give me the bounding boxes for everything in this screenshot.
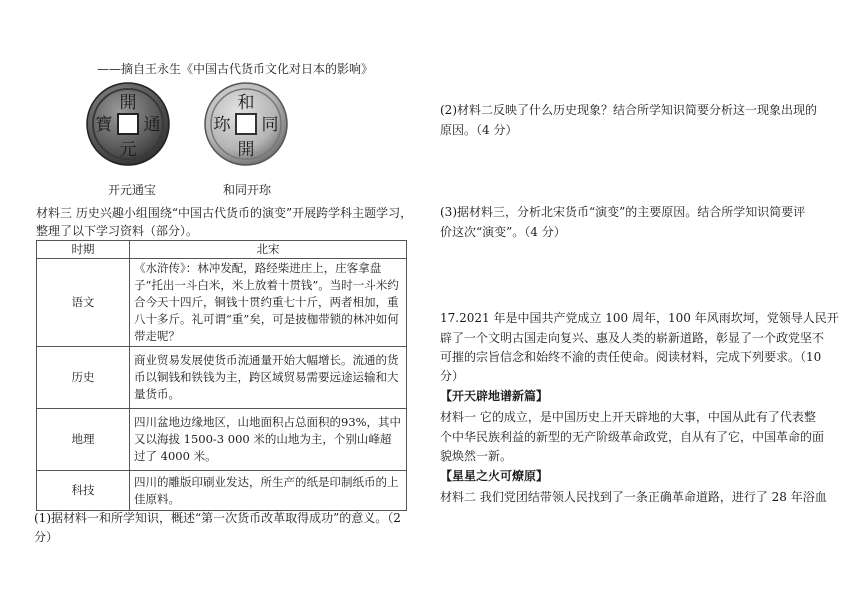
material1-line2: 个中华民族利益的新型的无产阶级革命政党，自从有了它，中国革命的面 [440, 430, 825, 444]
question1-line2: 分） [34, 530, 59, 544]
table-row [37, 471, 407, 511]
material3-intro-line1: 材料三 历史兴趣小组围绕“中国古代货币的演变”开展跨学科主题学习， [36, 206, 413, 220]
table-cell-subject: 科技 [37, 471, 130, 511]
question2-line2: 原因。（4 分） [440, 123, 518, 137]
coin2-glyph-bottom: 開 [237, 140, 255, 160]
coin-wadokaichin-image [204, 82, 288, 166]
table-cell-content: 商业贸易发展使货币流通量开始大幅增长。流通的货币以铜钱和铁钱为主，跨区域贸易需要远途运输和大量货币。 [130, 347, 407, 409]
material1-line3: 貌焕然一新。 [440, 449, 513, 463]
coin1-glyph-left: 寶 [95, 115, 113, 135]
coin2-caption: 和同开珎 [223, 183, 272, 197]
coin2-glyph-top: 和 [237, 93, 255, 113]
material3-intro-line2: 整理了以下学习资料（部分）。 [36, 224, 199, 238]
table-cell-content: 四川盆地边缘地区，山地面积占总面积的93%，其中又以海拔 1500-3 000 米的山地为主，个别山峰超过了 4000 米。 [130, 409, 407, 471]
question1-line1: (1)据材料一和所学知识，概述“第一次货币改革取得成功”的意义。（2 [34, 511, 401, 525]
table-header-period: 时期 [37, 241, 130, 259]
coin1-glyph-bottom: 元 [119, 140, 137, 160]
question17-line1: 17.2021 年是中国共产党成立 100 周年，100 年风雨坎坷，党领导人民开 [440, 311, 839, 325]
table-header-dynasty: 北宋 [130, 241, 407, 259]
coin2-glyph-left: 珎 [213, 115, 231, 135]
table-row [37, 347, 407, 409]
question2-line1: (2)材料二反映了什么历史现象？结合所学知识简要分析这一现象出现的 [440, 103, 818, 117]
table-cell-subject: 历史 [37, 347, 130, 409]
section-heading-spark: 【星星之火可燎原】 [440, 469, 549, 483]
question3-line2: 价这次“演变”。（4 分） [440, 225, 566, 239]
material2-line1: 材料二 我们党团结带领人民找到了一条正确革命道路，进行了 28 年浴血 [440, 490, 827, 504]
table-row [37, 409, 407, 471]
coin-kaiyuan-tongbao-image [86, 82, 170, 166]
table-cell-subject: 语文 [37, 259, 130, 347]
coin1-glyph-right: 通 [143, 115, 161, 135]
table-header-row [37, 241, 407, 259]
coin2-glyph-right: 同 [261, 115, 279, 135]
table-row [37, 259, 407, 347]
table-cell-subject: 地理 [37, 409, 130, 471]
coin1-caption: 开元通宝 [108, 183, 157, 197]
question17-line4: 分） [440, 369, 465, 383]
study-material-table [36, 240, 407, 511]
question3-line1: (3)据材料三，分析北宋货币“演变”的主要原因。结合所学知识简要评 [440, 205, 806, 219]
material1-line1: 材料一 它的成立，是中国历史上开天辟地的大事，中国从此有了代表整 [440, 410, 816, 424]
question17-line2: 辟了一个文明古国走向复兴、惠及人类的崭新道路，彰显了一个政党坚不 [440, 331, 825, 345]
coin1-glyph-top: 開 [119, 93, 137, 113]
source-citation: ——摘自王永生《中国古代货币文化对日本的影响》 [97, 62, 374, 76]
table-cell-content: 《水浒传》：林冲发配，路经柴进庄上，庄客拿盘子“托出一斗白米，米上放着十贯钱”。当时一斗米约合今天十四斤，铜钱十贯约重七十斤，两者相加，重八十多斤。礼可谓“重”矣，可是披枷带锁的林冲如何带走呢？ [130, 259, 407, 347]
section-heading-founding: 【开天辟地谱新篇】 [440, 389, 549, 403]
question17-line3: 可摧的宗旨信念和始终不渝的责任使命。阅读材料，完成下列要求。（10 [440, 350, 822, 364]
table-cell-content: 四川的雕版印刷业发达，所生产的纸是印制纸币的上佳原料。 [130, 471, 407, 511]
